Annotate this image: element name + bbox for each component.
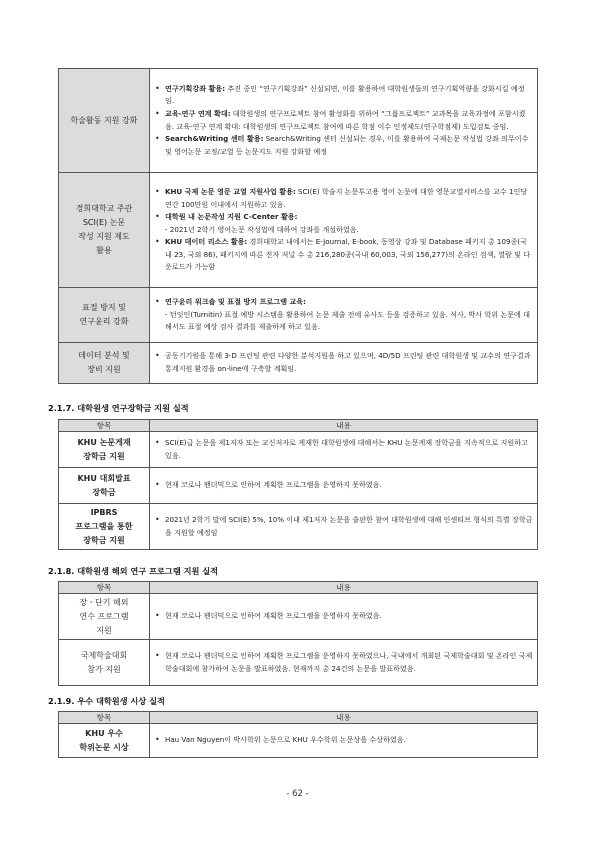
table-header-row	[59, 420, 538, 432]
section-heading-2-1-9: 2.1.9. 우수 대학원생 시상 실적	[48, 696, 165, 706]
table-row	[59, 69, 538, 173]
bullet-item	[154, 236, 533, 274]
page-number: - 62 -	[286, 789, 309, 799]
bullet-title: 교육-연구 연계 확대:	[165, 108, 231, 118]
label-line: 지원	[96, 625, 112, 635]
label-line: 경희대학교 주관	[75, 204, 133, 213]
bullet-title: 연구윤리 워크숍 및 표절 방지 프로그램 교육:	[165, 297, 306, 307]
bullet-title: Search&Writing 센터 활용:	[165, 134, 264, 144]
academic-support-table	[58, 68, 538, 384]
label-line: 작성 지원 제도	[78, 232, 130, 241]
bullet-title: 대학원 내 논문작성 지원 C-Center 활용:	[165, 212, 298, 222]
bullet-text: 공동기기원을 통해 3-D 프린팅 관련 다양한 분석지원을 하고 있으며, 4D/5D 프린팅 관련 대학원생 및 교수의 연구결과 통계지원 환경을 on-line에 구축할 계획임.	[165, 351, 531, 373]
table-row	[59, 288, 538, 343]
row-label	[59, 288, 150, 343]
row-content	[150, 69, 538, 173]
row-label	[59, 504, 150, 550]
label-line: 학위논문 시상	[79, 742, 129, 752]
row-label	[59, 69, 150, 173]
column-header-item: 항목	[59, 712, 150, 724]
bullet-item: • 2021년 2학기 말에 SCI(E) 5%, 10% 이내 제1저자 논문을 출판한 참여 대학원생에 대해 인센티브 형식의 특별 장학금을 지원할 예정임	[154, 514, 533, 539]
bullet-text: 대학원생의 연구프로젝트 참여 활성화를 위하여 “그룹프로젝트” 교과목을 교육과정에 포함시켰음. 교육-연구 연계 확대: 대학원생의 연구프로젝트 참여에 따른 학점 이수 인정제도(연구학점제) 도입검토 중임.	[165, 108, 526, 131]
table-row	[59, 504, 538, 550]
row-content	[150, 640, 538, 686]
bullet-title: 연구기획강좌 활용:	[165, 83, 226, 93]
bullet-text: 추진 중인 “연구기획강좌” 신설되면, 이를 활용하여 대학원생들의 연구기획역량을 강화시킬 예정임.	[165, 83, 525, 106]
bullet-title: KHU 국제 논문 영문 교열 지원사업 활용:	[165, 186, 296, 196]
column-header-content: 내용	[150, 420, 538, 432]
overseas-program-table	[58, 581, 538, 686]
row-label	[59, 468, 150, 504]
label-line: 참가 지원	[87, 664, 121, 674]
table-row	[59, 724, 538, 758]
row-content	[150, 343, 538, 384]
excellent-student-award-table	[58, 711, 538, 758]
label-line: KHU 우수	[85, 728, 123, 738]
label-line: 활용	[96, 246, 112, 255]
label-line: KHU 논문게재	[77, 437, 131, 447]
column-header-item: 항목	[59, 420, 150, 432]
bullet-item	[154, 186, 533, 211]
row-label	[59, 724, 150, 758]
bullet-item	[154, 350, 533, 375]
row-label	[59, 594, 150, 640]
row-label	[59, 432, 150, 468]
row-content	[150, 468, 538, 504]
row-label	[59, 640, 150, 686]
bullet-text: Search&Writing 센터 신설되는 경우, 이를 활용하여 국제논문 작성법 강좌 의무이수 및 영어논문 교정/교열 등 논문지도 지원 강화할 예정	[165, 134, 529, 156]
column-header-content: 내용	[150, 712, 538, 724]
table-header-row	[59, 712, 538, 724]
label-line: IPBRS	[90, 507, 118, 517]
row-content	[150, 504, 538, 550]
label-line: 학술활동 지원 강화	[70, 115, 138, 125]
label-line: 국제학술대회	[80, 650, 128, 660]
table-row	[59, 432, 538, 468]
bullet-item	[154, 108, 533, 133]
bullet-title: KHU 데이터 리소스 활용:	[165, 237, 248, 247]
row-label	[59, 343, 150, 384]
label-line: 장ㆍ단기 해외	[79, 597, 129, 607]
label-line: 연구윤리 강화	[79, 317, 129, 326]
bullet-subitem: - 2021년 2학기 영어논문 작성법에 대하여 강좌를 개설하였음.	[165, 224, 359, 234]
label-line: 데이터 분석 및	[78, 351, 130, 360]
bullet-item: • SCI(E)급 논문을 제1저자 또는 교신저자로 게재한 대학원생에 대해서는 KHU 논문게재 장학금을 지속적으로 지원하고 있음.	[154, 437, 533, 462]
table-row	[59, 468, 538, 504]
row-content	[150, 288, 538, 343]
table-row	[59, 640, 538, 686]
label-line: SCI(E) 논문	[82, 218, 126, 227]
label-line: KHU 대회발표	[77, 473, 131, 483]
bullet-subitem: - 턴잇인(Turnitin) 표절 예방 시스템을 활용하여 논문 제출 전에 유사도 등을 검증하고 있음. 석사, 박사 학위 논문에 대해서도 표절 예상 검사 결과를 제출하게 하고 있음.	[165, 309, 530, 332]
row-content	[150, 432, 538, 468]
label-line: 장학금 지원	[83, 535, 125, 545]
column-header-content: 내용	[150, 582, 538, 594]
label-line: 표절 방지 및	[82, 303, 126, 312]
bullet-item: • 현재 코로나 팬더믹으로 인하여 계획한 프로그램을 운영하지 못하였으나, 국내에서 개최된 국제학술대회 및 온라인 국제학술대회에 참가하여 논문을 발표하였음. 현재까지 총 24건의 논문을 발표하였음.	[154, 650, 533, 675]
bullet-item	[154, 83, 533, 108]
table-row	[59, 343, 538, 384]
label-line: 장학금	[92, 487, 116, 497]
bullet-item	[154, 296, 533, 309]
row-label	[59, 173, 150, 288]
label-line: 연수 프로그램	[79, 611, 129, 621]
bullet-item	[154, 211, 533, 224]
row-content	[150, 724, 538, 758]
row-content	[150, 173, 538, 288]
label-line: 장학금 지원	[83, 451, 125, 461]
table-header-row	[59, 582, 538, 594]
bullet-item	[154, 133, 533, 158]
table-row	[59, 173, 538, 288]
row-content	[150, 594, 538, 640]
bullet-text: SCI(E) 학술지 논문투고용 영어 논문에 대한 영문교열서비스를 교수 1인당 연간 100만원 이내에서 지원하고 있음.	[165, 186, 528, 209]
column-header-item: 항목	[59, 582, 150, 594]
bullet-item: • Hau Van Nguyen이 박사학위 논문으로 KHU 우수학위 논문상을 수상하였음.	[154, 734, 533, 747]
bullet-item: • 현재 코로나 팬더믹으로 인하여 계획한 프로그램을 운영하지 못하였음.	[154, 479, 533, 492]
label-line: 장비 지원	[87, 365, 121, 374]
bullet-text: 경희대학교 내에서는 E-Journal, E-book, 동영상 강좌 및 Database 패키지 총 109종(국내 23, 국외 86), 패키지에 따른 진자 저널 수 총 216,280종(국내 60,003, 국외 156,277)의 온라인 검색, 열람 및 다운로드가 가능함	[165, 237, 531, 272]
label-line: 프로그램을 통한	[75, 521, 133, 531]
table-row	[59, 594, 538, 640]
section-heading-2-1-7: 2.1.7. 대학원생 연구장학금 지원 실적	[48, 403, 189, 413]
research-scholarship-table	[58, 419, 538, 550]
bullet-item: • 현재 코로나 팬더믹으로 인하여 계획한 프로그램을 운영하지 못하였음.	[154, 610, 533, 623]
section-heading-2-1-8: 2.1.8. 대학원생 해외 연구 프로그램 지원 실적	[48, 566, 219, 576]
